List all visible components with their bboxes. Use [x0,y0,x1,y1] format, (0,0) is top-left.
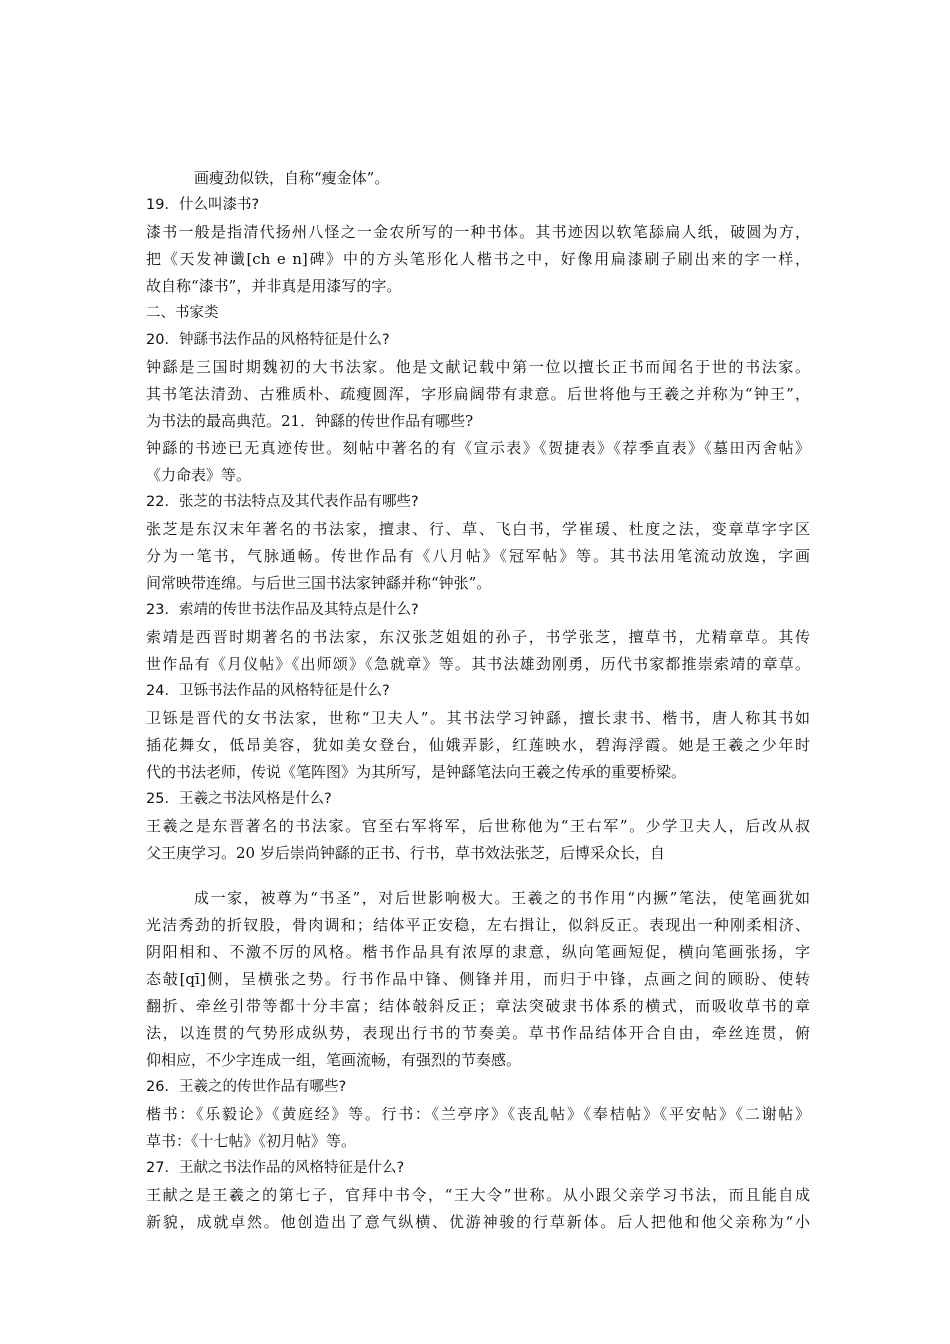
text-line: 画瘦劲似铁，自称“瘦金体”。 [194,169,390,187]
text-line: 把《天发神谶[ch e n]碑》中的方头笔形化人楷书之中，好像用扁漆刷子刷出来的字一样， [146,250,810,268]
text-line: 翻折、牵丝引带等都十分丰富；结体攲斜反正；章法突破隶书体系的横式，而吸收草书的章 [146,997,810,1015]
text-line: 漆书一般是指清代扬州八怪之一金农所写的一种书体。其书迹因以软笔舔扁人纸，破圆为方， [146,223,810,241]
text-line: 世作品有《月仪帖》《出师颂》《急就章》等。其书法雄劲刚勇，历代书家都推崇索靖的章草。 [146,655,810,673]
text-line: 插花舞女，低昂美容，犹如美女登台，仙娥弄影，红莲映水，碧海浮霞。她是王羲之少年时 [146,736,810,754]
question-heading: 22．张芝的书法特点及其代表作品有哪些? [146,494,419,510]
text-line: 分为一笔书，气脉通畅。传世作品有《八月帖》《冠军帖》等。其书法用笔流动放逸，字画 [146,547,810,565]
text-line: 楷书：《乐毅论》《黄庭经》等。行书：《兰亭序》《丧乱帖》《奉桔帖》《平安帖》《二谢帖》 [146,1105,810,1123]
text-line: 卫铄是晋代的女书法家，世称“卫夫人”。其书法学习钟繇，擅长隶书、楷书，唐人称其书如 [146,709,810,727]
question-heading: 27．王献之书法作品的风格特征是什么? [146,1160,405,1176]
question-heading: 26．王羲之的传世作品有哪些? [146,1079,347,1095]
text-line: 成一家，被尊为“书圣”，对后世影响极大。王羲之的书作用“内撅”笔法，使笔画犹如 [194,889,810,907]
text-line: 《力命表》等。 [146,466,252,484]
question-heading: 24．卫铄书法作品的风格特征是什么? [146,683,390,699]
text-block-upper [146,165,810,867]
text-line: 索靖是西晋时期著名的书法家，东汉张芝姐姐的孙子，书学张芝，擅草书，尤精章草。其传 [146,628,810,646]
text-line: 钟繇是三国时期魏初的大书法家。他是文献记载中第一位以擅长正书而闻名于世的书法家。 [146,358,810,376]
question-heading: 19．什么叫漆书? [146,197,260,213]
question-heading: 20．钟繇书法作品的风格特征是什么? [146,332,390,348]
text-line: 故自称“漆书”，并非真是用漆写的字。 [146,277,402,295]
text-line: 光洁秀劲的折钗股，骨肉调和；结体平正安稳，左右揖让，似斜反正。表现出一种刚柔相济、 [146,916,810,934]
text-block-lower [146,885,810,1236]
section-heading: 二、书家类 [146,305,219,321]
text-line: 为书法的最高典范。21．钟繇的传世作品有哪些? [146,412,474,430]
text-line: 草书：《十七帖》《初月帖》等。 [146,1132,357,1150]
text-line: 态攲[qī]侧，呈横张之势。行书作品中锋、侧锋并用，而归于中锋，点画之间的顾盼、使转 [146,970,810,988]
text-line: 钟繇的书迹已无真迹传世。刻帖中著名的有《宣示表》《贺捷表》《荐季直表》《墓田丙舍帖》 [146,439,810,457]
text-line: 父王庚学习。20 岁后崇尚钟繇的正书、行书，草书效法张芝，后博采众长，自 [146,844,665,862]
text-line: 代的书法老师，传说《笔阵图》为其所写，是钟繇笔法向王羲之传承的重要桥梁。 [146,763,687,781]
text-line: 间常映带连绵。与后世三国书法家钟繇并称“钟张”。 [146,574,492,592]
text-line: 法，以连贯的气势形成纵势，表现出行书的节奏美。草书作品结体开合自由，牵丝连贯，俯 [146,1024,810,1042]
text-line: 新貌，成就卓然。他创造出了意气纵横、优游神骏的行草新体。后人把他和他父亲称为“小 [146,1213,810,1231]
text-line: 阴阳相和、不激不厉的风格。楷书作品具有浓厚的隶意，纵向笔画短促，横向笔画张扬，字 [146,943,810,961]
text-line: 王献之是王羲之的第七子，官拜中书令，“王大令”世称。从小跟父亲学习书法，而且能自成 [146,1186,810,1204]
question-heading: 25．王羲之书法风格是什么? [146,791,332,807]
text-line: 王羲之是东晋著名的书法家。官至右军将军，后世称他为“王右军”。少学卫夫人，后改从叔 [146,817,810,835]
text-line: 张芝是东汉末年著名的书法家，擅隶、行、草、飞白书，学崔瑗、杜度之法，变章草字字区 [146,520,810,538]
question-heading: 23．索靖的传世书法作品及其特点是什么? [146,602,419,618]
text-line: 仰相应，不少字连成一组，笔画流畅，有强烈的节奏感。 [146,1051,522,1069]
text-line: 其书笔法清劲、古雅质朴、疏瘦圆浑，字形扁阔带有隶意。后世将他与王羲之并称为“钟王”， [146,385,810,403]
